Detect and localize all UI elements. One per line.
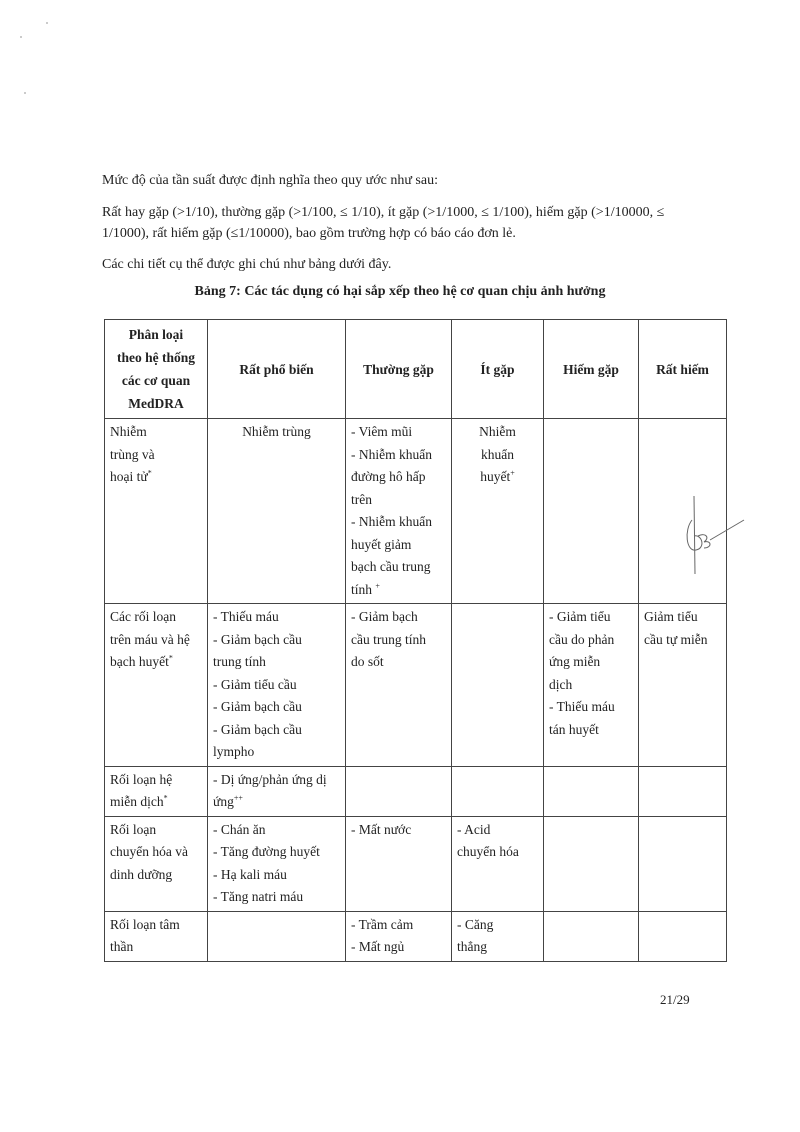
cell-line: - Dị ứng/phản ứng dị <box>213 771 327 787</box>
adverse-effects-table <box>104 319 727 962</box>
cell-line: Hiếm gặp <box>563 361 619 377</box>
cell-line: - Giảm tiểu cầu <box>213 676 297 692</box>
header-very-rare <box>639 320 727 419</box>
cell-organ-class <box>105 604 208 767</box>
details-note-text: Các chi tiết cụ thể được ghi chú như bảng dưới đây. <box>102 257 392 272</box>
cell-line: - Căng <box>457 916 494 932</box>
cell-uncommon <box>452 766 544 816</box>
cell-line: - Tăng natri máu <box>213 889 304 904</box>
cell-line: Giảm tiểu <box>644 609 698 624</box>
cell-line: dịch <box>549 676 573 692</box>
frequency-definition-text: Mức độ của tần suất được định nghĩa theo quy ước như sau: <box>102 173 438 188</box>
cell-line: tính + <box>351 581 380 597</box>
cell-line: thẳng <box>457 939 487 954</box>
cell-line: tán huyết <box>549 721 599 737</box>
cell-line: khuẩn <box>481 446 514 462</box>
cell-line: do sốt <box>351 654 384 669</box>
cell-line: - Chán ăn <box>213 821 266 837</box>
cell-line: - Hạ kali máu <box>213 866 287 882</box>
cell-line: dinh dưỡng <box>110 866 173 882</box>
cell-organ-class <box>105 419 208 604</box>
cell-very-rare <box>639 911 727 961</box>
cell-very-common <box>208 911 346 961</box>
cell-line: Ít gặp <box>480 361 515 377</box>
cell-line: Rất hiếm <box>656 361 709 377</box>
cell-rare <box>544 911 639 961</box>
cell-line: Nhiễm trùng <box>242 424 311 439</box>
cell-rare <box>544 766 639 816</box>
cell-line: - Giảm bạch <box>351 609 418 624</box>
cell-line: cầu tự miễn <box>644 631 708 647</box>
cell-common <box>346 766 452 816</box>
cell-line: - Giảm tiểu <box>549 609 611 624</box>
cell-organ-class <box>105 911 208 961</box>
handwritten-signature <box>676 490 746 580</box>
cell-line: huyết+ <box>480 468 515 484</box>
page-number: 21/29 <box>660 992 690 1007</box>
cell-line: - Giảm bạch cầu <box>213 721 302 737</box>
cell-line: - Giảm bạch cầu <box>213 699 302 714</box>
cell-line: bạch huyết* <box>110 653 173 669</box>
cell-very-rare <box>639 816 727 911</box>
cell-very-rare <box>639 604 727 767</box>
cell-line: Rối loạn <box>110 821 157 837</box>
cell-common <box>346 911 452 961</box>
table-header-row <box>105 320 727 419</box>
cell-line: - Nhiễm khuẩn <box>351 514 432 529</box>
cell-line: các cơ quan <box>121 373 191 388</box>
cell-line: ứng++ <box>213 793 243 809</box>
cell-line: - Thiếu máu <box>213 609 279 624</box>
header-uncommon <box>452 320 544 419</box>
cell-line: đường hô hấp <box>351 469 426 484</box>
cell-rare <box>544 816 639 911</box>
cell-line: - Viêm mũi <box>351 424 413 439</box>
cell-line: Rối loạn hệ <box>110 771 173 787</box>
cell-line: thần <box>110 939 134 954</box>
table-row <box>105 816 727 911</box>
header-very-common <box>208 320 346 419</box>
cell-rare <box>544 419 639 604</box>
cell-line: MedDRA <box>128 396 184 411</box>
cell-very-common <box>208 604 346 767</box>
header-organ-class <box>105 320 208 419</box>
cell-line: - Mất nước <box>351 821 412 837</box>
cell-line: lympho <box>213 744 255 759</box>
cell-uncommon <box>452 419 544 604</box>
cell-organ-class <box>105 766 208 816</box>
cell-line: Nhiễm <box>479 424 516 439</box>
cell-line: Nhiễm <box>110 424 147 439</box>
scan-speck <box>46 22 48 24</box>
table-row <box>105 766 727 816</box>
cell-line: bạch cầu trung <box>351 559 431 574</box>
cell-line: - Mất ngủ <box>351 939 405 954</box>
cell-line: cầu do phản <box>549 631 615 647</box>
cell-line: - Giảm bạch cầu <box>213 631 302 647</box>
cell-line: trên máu và hệ <box>110 631 190 647</box>
cell-line: Các rối loạn <box>110 609 176 624</box>
cell-very-rare <box>639 766 727 816</box>
scan-speck <box>24 92 26 94</box>
header-common <box>346 320 452 419</box>
cell-line: theo hệ thống <box>116 350 195 365</box>
cell-line: trùng và <box>110 446 155 462</box>
cell-line: Rất phổ biến <box>239 361 314 377</box>
cell-line: ứng miễn <box>549 654 601 669</box>
cell-very-common <box>208 816 346 911</box>
cell-common <box>346 604 452 767</box>
cell-very-common <box>208 766 346 816</box>
cell-line: - Acid <box>457 821 491 837</box>
cell-line: Thường gặp <box>363 361 434 377</box>
cell-common <box>346 419 452 604</box>
cell-line: - Tăng đường huyết <box>213 844 320 859</box>
cell-line: miễn dịch* <box>110 793 168 809</box>
cell-line: Rối loạn tâm <box>110 916 180 932</box>
cell-uncommon <box>452 816 544 911</box>
cell-organ-class <box>105 816 208 911</box>
frequency-scale-text: Rất hay gặp (>1/10), thường gặp (>1/100, ≤ 1/10), ít gặp (>1/1000, ≤ 1/100), hiếm gặp (>1/10000, ≤ 1/1000), rất hiếm gặp (≤1/10000), bao gồm trường hợp có báo cáo đơn lẻ. <box>102 205 665 241</box>
header-rare <box>544 320 639 419</box>
table-row <box>105 911 727 961</box>
cell-line: hoại tử* <box>110 468 152 484</box>
cell-uncommon <box>452 604 544 767</box>
cell-uncommon <box>452 911 544 961</box>
cell-line: chuyển hóa và <box>110 844 188 859</box>
cell-line: chuyển hóa <box>457 844 519 859</box>
cell-line: - Thiếu máu <box>549 699 615 714</box>
table-caption: Bảng 7: Các tác dụng có hại sắp xếp theo hệ cơ quan chịu ảnh hưởng <box>194 284 606 299</box>
cell-line: - Trầm cảm <box>351 916 414 932</box>
table-row <box>105 604 727 767</box>
cell-line: - Nhiễm khuẩn <box>351 446 432 462</box>
cell-line: cầu trung tính <box>351 631 426 647</box>
cell-rare <box>544 604 639 767</box>
cell-common <box>346 816 452 911</box>
cell-line: trên <box>351 491 372 507</box>
cell-line: Phân loại <box>128 327 184 342</box>
cell-line: huyết giảm <box>351 536 412 552</box>
scan-speck <box>20 36 22 38</box>
cell-line: trung tính <box>213 654 266 669</box>
cell-very-common <box>208 419 346 604</box>
table-row <box>105 419 727 604</box>
